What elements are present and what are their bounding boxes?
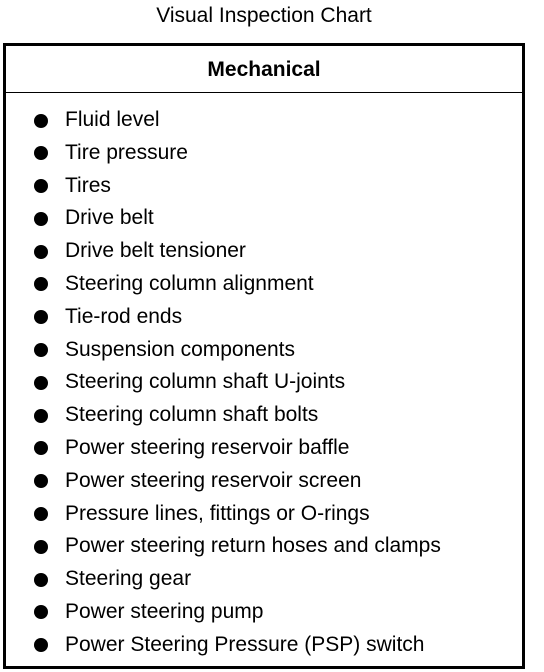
list-item-label: Power steering reservoir baffle xyxy=(65,435,350,459)
list-item xyxy=(6,596,522,629)
list-item xyxy=(6,334,522,367)
list-item-label: Suspension components xyxy=(65,337,295,361)
bullet-icon xyxy=(34,114,48,128)
list-item-label: Tie-rod ends xyxy=(65,304,183,328)
bullet-icon xyxy=(34,245,48,259)
list-item-label: Power steering reservoir screen xyxy=(65,468,362,492)
bullet-icon xyxy=(34,638,48,652)
page-title: Visual Inspection Chart xyxy=(156,4,372,27)
list-item xyxy=(6,104,522,137)
bullet-icon xyxy=(34,540,48,554)
list-item xyxy=(6,530,522,563)
inspection-list xyxy=(6,104,522,662)
bullet-icon xyxy=(34,441,48,455)
list-item-label: Steering column shaft U-joints xyxy=(65,370,346,394)
list-item-label: Fluid level xyxy=(65,108,160,131)
bullet-icon xyxy=(34,605,48,619)
list-item-label: Power steering pump xyxy=(65,599,264,623)
inspection-table xyxy=(3,43,525,669)
list-item xyxy=(6,170,522,203)
bullet-icon xyxy=(34,376,48,390)
bullet-icon xyxy=(34,474,48,488)
list-item xyxy=(6,563,522,596)
bullet-icon xyxy=(34,573,48,587)
list-item xyxy=(6,432,522,465)
bullet-icon xyxy=(34,507,48,521)
list-item-label: Pressure lines, fittings or O-rings xyxy=(65,501,370,525)
list-item-label: Power steering return hoses and clamps xyxy=(65,534,441,558)
list-item xyxy=(6,301,522,334)
list-item-label: Tires xyxy=(65,173,111,197)
list-item xyxy=(6,202,522,235)
list-item xyxy=(6,268,522,301)
list-item xyxy=(6,629,522,662)
list-item-label: Drive belt tensioner xyxy=(65,239,246,263)
list-item-label: Steering column shaft bolts xyxy=(65,403,319,427)
bullet-icon xyxy=(34,179,48,193)
bullet-icon xyxy=(34,409,48,423)
list-item-label: Steering column alignment xyxy=(65,271,314,295)
table-header: Mechanical xyxy=(6,46,522,93)
list-item xyxy=(6,137,522,170)
list-item-label: Steering gear xyxy=(65,567,192,591)
bullet-icon xyxy=(34,146,48,160)
list-item xyxy=(6,465,522,498)
bullet-icon xyxy=(34,212,48,226)
list-item-label: Power Steering Pressure (PSP) switch xyxy=(65,632,425,656)
list-item xyxy=(6,366,522,399)
list-item xyxy=(6,399,522,432)
list-item-label: Drive belt xyxy=(65,206,154,230)
list-item-label: Tire pressure xyxy=(65,140,188,164)
list-item xyxy=(6,498,522,531)
bullet-icon xyxy=(34,343,48,357)
bullet-icon xyxy=(34,310,48,324)
bullet-icon xyxy=(34,277,48,291)
list-item xyxy=(6,235,522,268)
